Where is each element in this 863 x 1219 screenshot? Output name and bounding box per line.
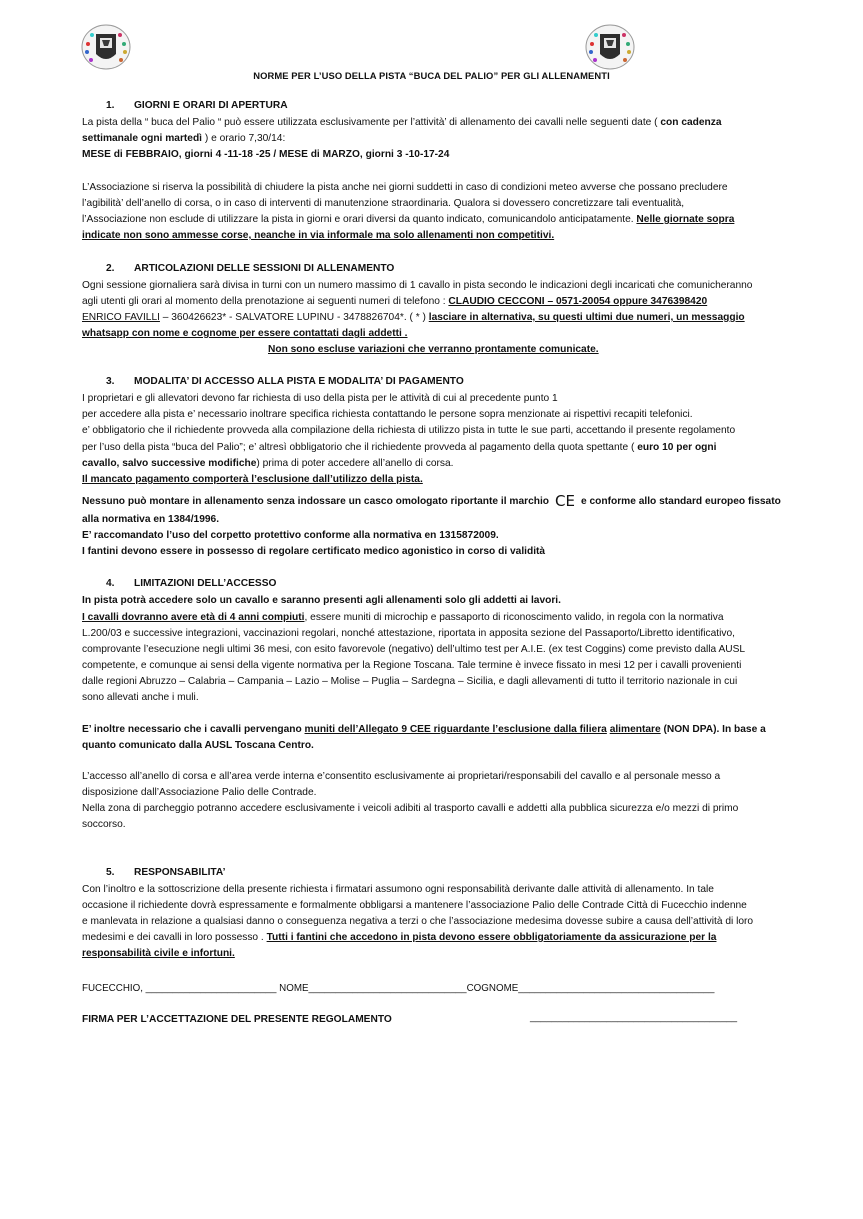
s2-line-4: whatsapp con nome e cognome per essere contattati dagli addetti . — [82, 328, 408, 339]
s1-dates: MESE di FEBBRAIO, giorni 4 -11-18 -25 / MESE di MARZO, giorni 3 -10-17-24 — [82, 149, 450, 160]
s3-line-3: e’ obbligatorio che il richiedente provveda alla compilazione della richiesta di utilizzo pista in tutte le sue parti, accettando il presente regolamento — [82, 425, 736, 436]
s3-line-10: I fantini devono essere in possesso di regolare certificato medico agonistico in corso di validità — [82, 546, 546, 557]
s4-line-3: L.200/03 e successive integrazioni, vaccinazioni regolari, nonché attestazione, riportata in apposita sezione del Passaporto/Libretto identificativo, — [82, 628, 735, 639]
section-number: 2. — [106, 263, 115, 274]
s2-line-5: Non sono escluse variazioni che verranno prontamente comunicate. — [268, 344, 599, 355]
section-title: LIMITAZIONI DELL’ACCESSO — [134, 578, 277, 589]
s4-line-13: soccorso. — [82, 819, 126, 830]
s4-line-8: E’ inoltre necessario che i cavalli pervengano muniti dell’Allegato 9 CEE riguardante l’esclusione dalla filiera alimentare (NON DPA). In base a — [82, 724, 766, 735]
s5-line-2: occasione il richiedente dovrà espressamente e formalmente obbligarsi a mantenere l’associazione Palio delle Contrade Città di Fucecchio indenne — [82, 900, 747, 911]
signature-line[interactable]: ______________________________________ — [530, 1012, 738, 1023]
s1-line-2: settimanale ogni martedì ) e orario 7,30/14: — [82, 133, 286, 144]
section-5-heading — [106, 867, 226, 878]
s3-line-4: per l’uso della pista “buca del Palio”; e’ altresì obbligatorio che il richiedente provveda al pagamento della quota spettante ( euro 10 per ogni — [82, 442, 717, 453]
section-3-heading — [106, 376, 464, 387]
section-title: MODALITA’ DI ACCESSO ALLA PISTA E MODALITA’ DI PAGAMENTO — [134, 376, 464, 387]
s3-line-1: I proprietari e gli allevatori devono far richiesta di uso della pista per le attività di cui al precedente punto 1 — [82, 393, 558, 404]
s3-line-9: E’ raccomandato l’uso del corpetto protettivo conforme alla normativa en 1315872009. — [82, 530, 499, 541]
s3-line-7: Nessuno può montare in allenamento senza indossare un casco omologato riportante il marchio CE e conforme allo standard europeo fissato — [82, 492, 781, 510]
s4-line-5: competente, e comunque ai sensi della vigente normativa per la Regione Toscana. Tale termine è invece fissato in mesi 12 per i cavalli provenienti — [82, 660, 742, 671]
s4-line-10: L’accesso all’anello di corsa e all’area verde interna e’consentito esclusivamente ai proprietari/responsabili del cavallo e al personale messo a — [82, 771, 721, 782]
s3-line-8: alla normativa en 1384/1996. — [82, 514, 220, 525]
s2-line-2: agli utenti gli orari al momento della prenotazione ai seguenti numeri di telefono : CLAUDIO CECCONI – 0571-20054 oppure 3476398420 — [82, 296, 708, 307]
section-number: 1. — [106, 100, 115, 111]
name-fields-line[interactable]: FUCECCHIO, ________________________ NOME_____________________________COGNOME____________________________________ — [82, 983, 715, 994]
s3-line-5: cavallo, salvo successive modifiche) prima di poter accedere all’anello di corsa. — [82, 458, 454, 469]
s1-line-1: La pista della “ buca del Palio “ può essere utilizzata esclusivamente per l’attività’ di allenamento dei cavalli nelle seguenti date ( con cadenza — [82, 117, 722, 128]
s4-line-9: quanto comunicato dalla AUSL Toscana Centro. — [82, 740, 314, 751]
s4-line-1: In pista potrà accedere solo un cavallo e saranno presenti agli allenamenti solo gli addetti ai lavori. — [82, 595, 561, 606]
section-1-heading — [106, 100, 288, 111]
s5-line-3: e manlevata in relazione a qualsiasi danno o conseguenza negativa a terzi o che l’associazione medesima dovesse subire a causa dell’attività di loro — [82, 916, 754, 927]
s2-line-3: ENRICO FAVILLI – 360426623* - SALVATORE LUPINU - 3478826704*. ( * ) lasciare in alternativa, su questi ultimi due numeri, un messaggio — [82, 312, 745, 323]
palio-crest-logo-left — [78, 22, 134, 72]
section-number: 5. — [106, 867, 115, 878]
s4-line-6: dalle regioni Abruzzo – Calabria – Campania – Lazio – Molise – Puglia – Sardegna – Sicilia, e dagli allevamenti di tutto il territorio nazionale in cui — [82, 676, 738, 687]
ce-mark-icon: CE — [555, 492, 575, 510]
section-title: GIORNI E ORARI DI APERTURA — [134, 100, 288, 111]
s4-line-12: Nella zona di parcheggio potranno accedere esclusivamente i veicoli adibiti al trasporto cavalli e addetti alla pubblica sicurezza e/o mezzi di primo — [82, 803, 739, 814]
document-title: NORME PER L’USO DELLA PISTA “BUCA DEL PALIO” PER GLI ALLENAMENTI — [253, 70, 610, 81]
section-title: ARTICOLAZIONI DELLE SESSIONI DI ALLENAMENTO — [134, 263, 395, 274]
s5-line-5: responsabilità civile e infortuni. — [82, 948, 235, 959]
s5-line-4: medesimi e dei cavalli in loro possesso . Tutti i fantini che accedono in pista devono essere obbligatoriamente da assicurazione per la — [82, 932, 717, 943]
section-number: 3. — [106, 376, 115, 387]
s3-line-6: Il mancato pagamento comporterà l’esclusione dall’utilizzo della pista. — [82, 474, 423, 485]
section-number: 4. — [106, 578, 115, 589]
section-title: RESPONSABILITA’ — [134, 867, 226, 878]
palio-crest-logo-right — [582, 22, 638, 72]
s4-line-4: comprovante l’esecuzione negli ultimi 36 mesi, con esito favorevole (negativo) dell’ultimo test per A.I.E. (ex test Coggins) come previsto dalla AUSL — [82, 644, 746, 655]
s4-line-11: disposizione dall’Associazione Palio delle Contrade. — [82, 787, 317, 798]
signature-label: FIRMA PER L’ACCETTAZIONE DEL PRESENTE REGOLAMENTO — [82, 1014, 392, 1025]
s1-line-5: l’agibilità’ dell’anello di corsa, o in caso di interventi di manutenzione straordinaria. Qualora si dovessero concretizzare tali eventualità, — [82, 198, 685, 209]
s1-line-4: L’Associazione si riserva la possibilità di chiudere la pista anche nei giorni suddetti in caso di condizioni meteo avverse che possano precludere — [82, 182, 728, 193]
s1-line-6: l’Associazione non esclude di utilizzare la pista in giorni e orari diversi da quanto indicato, comunicandolo anticipatamente. Nelle giornate sopra — [82, 214, 735, 225]
s4-line-2: I cavalli dovranno avere età di 4 anni compiuti, essere muniti di microchip e passaporto di riconoscimento valido, in regola con la normativa — [82, 612, 724, 623]
s2-line-1: Ogni sessione giornaliera sarà divisa in turni con un numero massimo di 1 cavallo in pista secondo le indicazioni degli incaricati che comunicheranno — [82, 280, 753, 291]
s4-line-7: sono allevati anche i muli. — [82, 692, 199, 703]
s5-line-1: Con l’inoltro e la sottoscrizione della presente richiesta i firmatari assumono ogni responsabilità derivante dalle attività di allenamento. In tale — [82, 884, 714, 895]
section-2-heading — [106, 263, 394, 274]
section-4-heading — [106, 578, 276, 589]
s3-line-2: per accedere alla pista e’ necessario inoltrare specifica richiesta contattando le persone sopra menzionate ai rispettivi recapiti telefonici. — [82, 409, 693, 420]
s1-line-7: indicate non sono ammesse corse, neanche in via informale ma solo allenamenti non competitivi. — [82, 230, 555, 241]
